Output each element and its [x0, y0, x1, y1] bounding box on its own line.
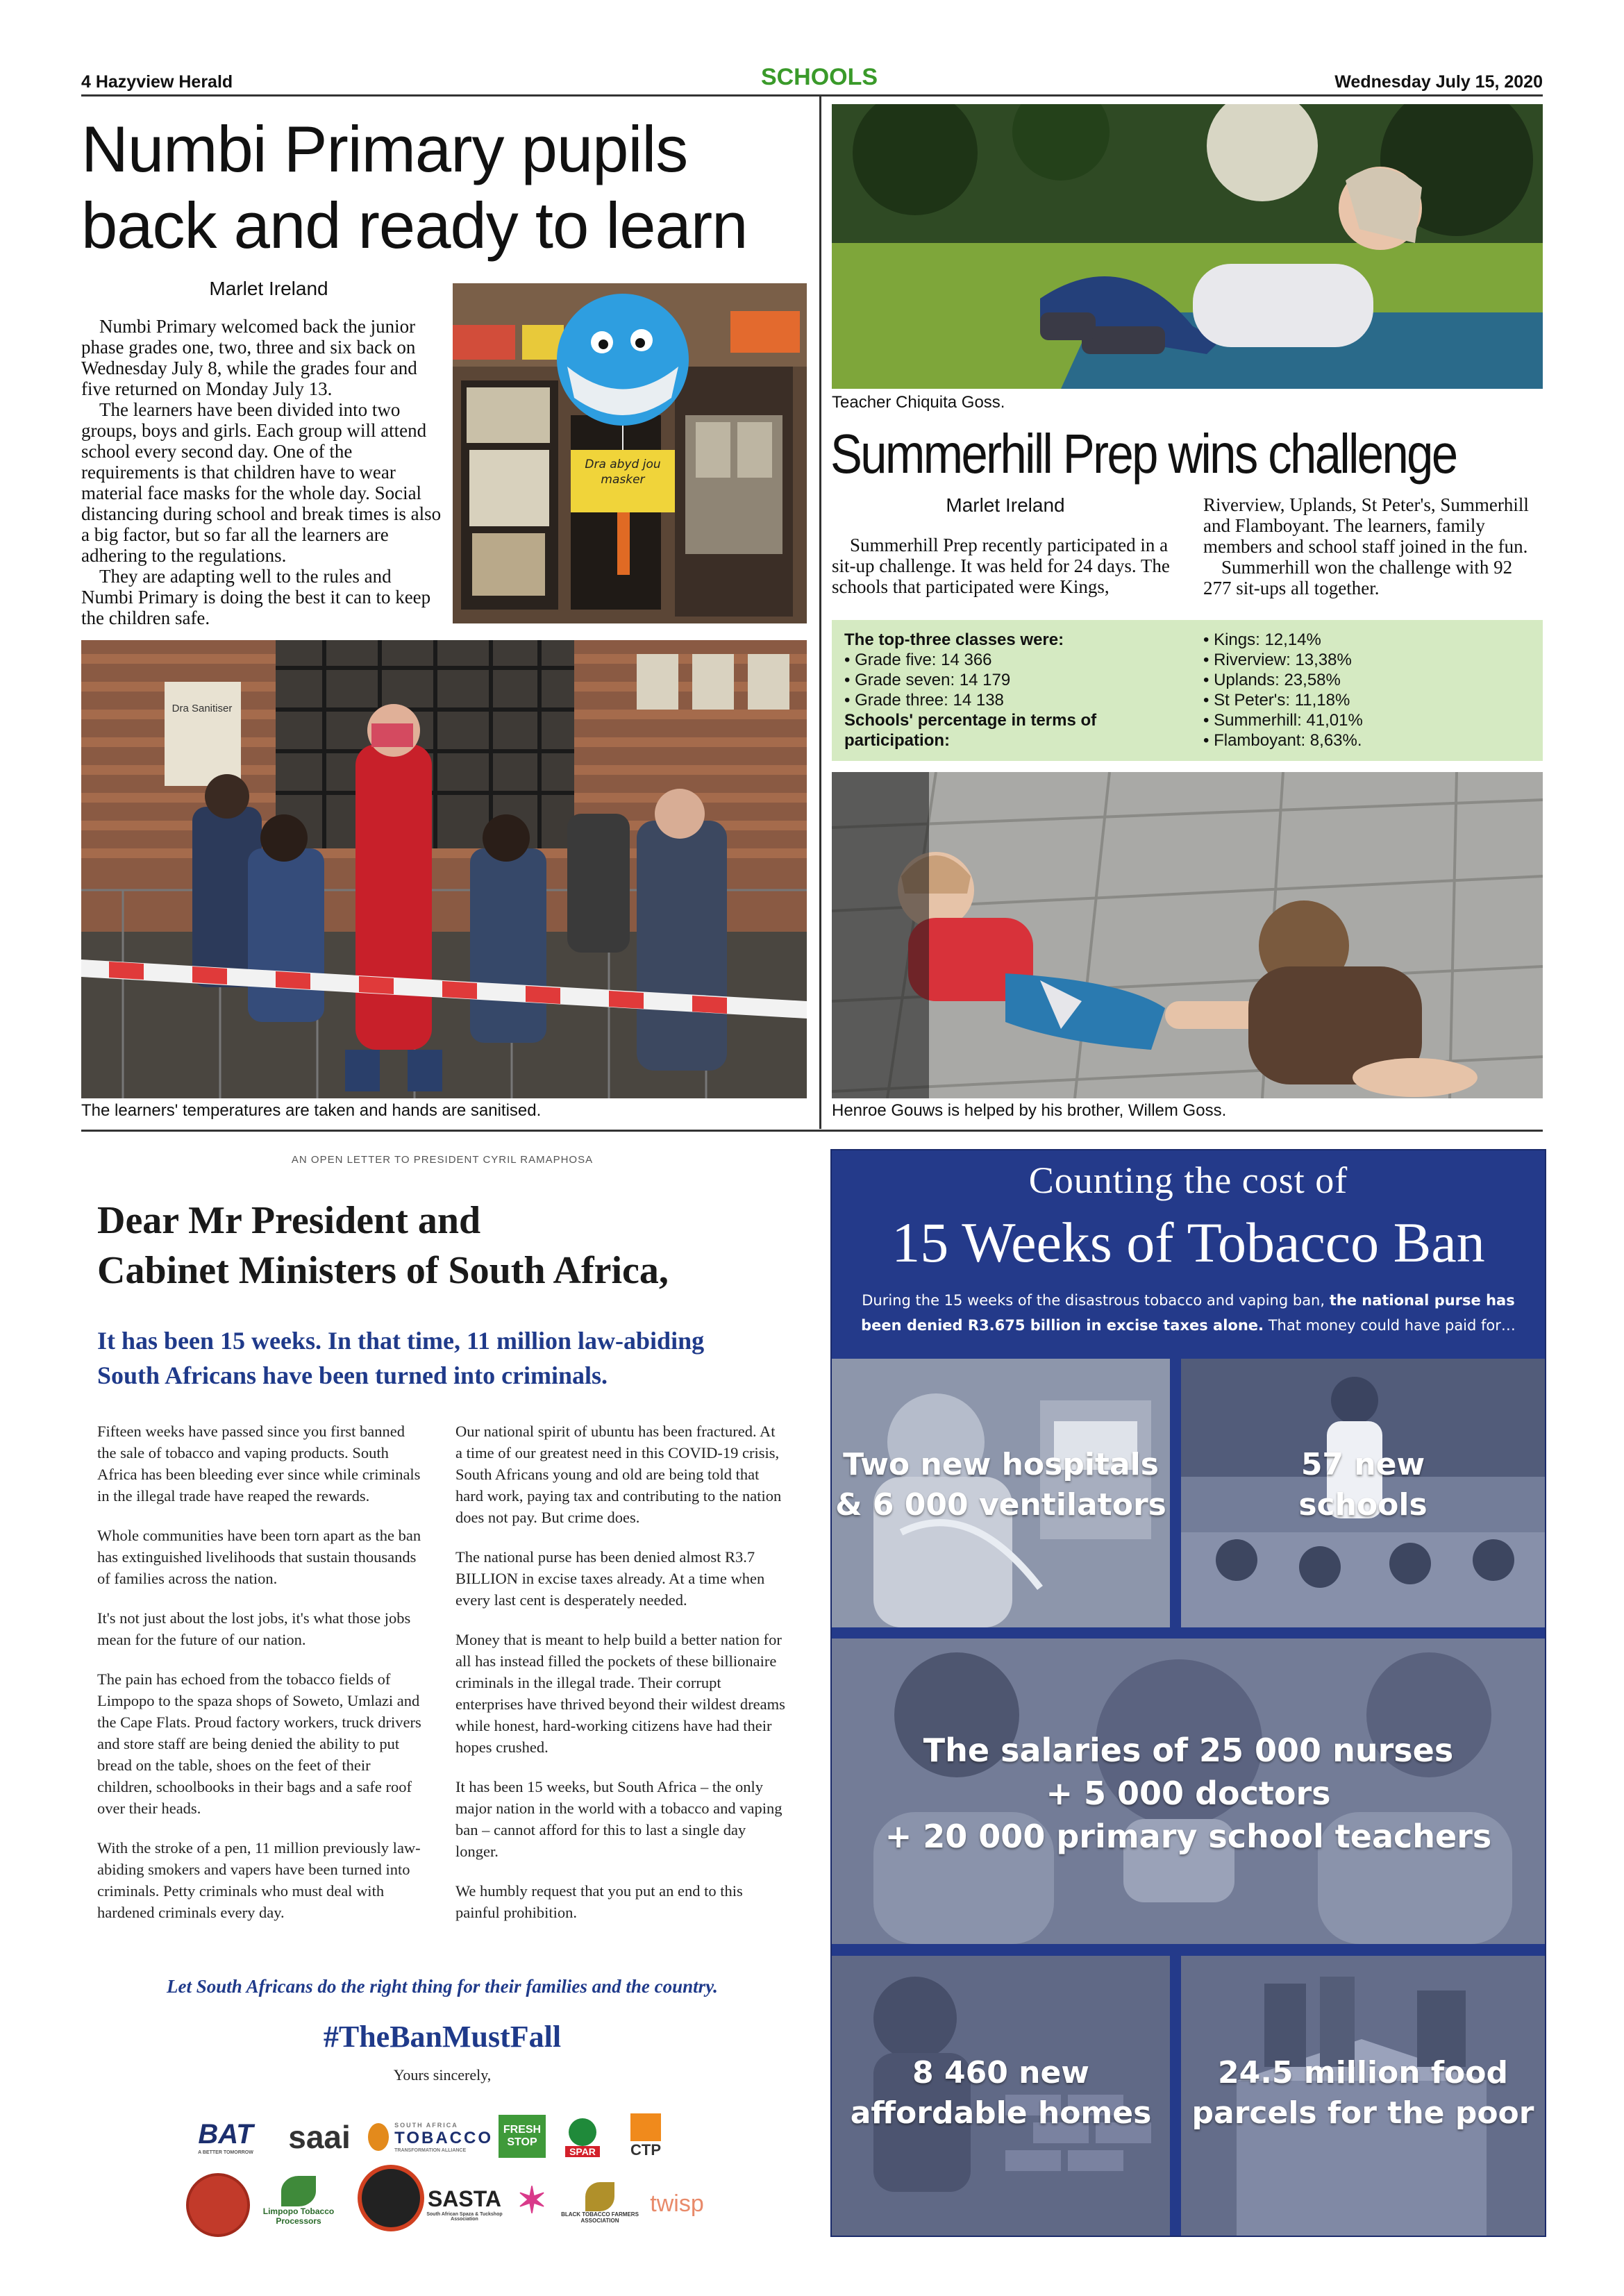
section-rule	[81, 1130, 1543, 1132]
panel-line: + 5 000 doctors	[1046, 1775, 1331, 1812]
letter-col2	[455, 1421, 785, 1941]
letter-paragraph: It has been 15 weeks, but South Africa – the only major nation in the world with a tobacco and vaping ban – cannot afford for this to last a single day longer.	[455, 1778, 782, 1860]
article2-headline: Summerhill Prep wins challenge	[830, 423, 1457, 485]
schools-heading: Schools' percentage in terms of participation:	[844, 711, 1097, 750]
panel-line: & 6 000 ventilators	[835, 1487, 1166, 1523]
limpopo-leaf-icon	[281, 2176, 316, 2206]
ad-subtitle-bold2: been denied R3.675 billion in excise taxes alone.	[861, 1317, 1264, 1334]
letter-closing: Let South Africans do the right thing for their families and the country.	[167, 1976, 718, 1997]
sasta-logo-sub: South African Spaza & Tuckshop Association	[426, 2211, 503, 2222]
twisp-logo: twisp	[650, 2190, 704, 2217]
tobacco-alliance-name: TOBACCO	[394, 2128, 493, 2147]
freshstop-line1: FRESH	[503, 2124, 542, 2136]
sasta-logo-text: SASTA	[427, 2186, 502, 2211]
teacher-situp-photo	[832, 104, 1543, 389]
schools-panel	[1181, 1359, 1545, 1627]
article1-paragraph: They are adapting well to the rules and Numbi Primary is doing the best it can to keep the children safe.	[81, 566, 431, 628]
article1-paragraph: The learners have been divided into two groups, boys and girls. Each group will attend school every second day. One of the requirements is that children have to wear material face masks for the whole day. Social distancing during school and break times is also a big factor, but so far all the learners are adhering to the regulations.	[81, 399, 442, 566]
temperature-queue-photo	[81, 640, 807, 1098]
teacher-photo-caption: Teacher Chiquita Goss.	[832, 393, 1005, 412]
homes-panel	[832, 1956, 1170, 2236]
letter-paragraph: Money that is meant to help build a better nation for all has instead filled the pockets of these billionaire criminals in the illegal trade. Their corrupt enterprises have thrived beyond their wildest dreams while honest, hard-working citizens have had their hopes crushed.	[455, 1631, 785, 1756]
tobacco-alliance-mark	[368, 2123, 389, 2151]
black-farmers-logo	[558, 2173, 642, 2233]
panel-line: parcels for the poor	[1191, 2095, 1534, 2131]
letter-paragraph: The national purse has been denied almost R3.7 BILLION in excise taxes already. At a time when every last cent is desperately needed.	[455, 1548, 765, 1609]
black-farmers-line2: ASSOCIATION	[580, 2218, 619, 2224]
salutation-line: Cabinet Ministers of South Africa,	[97, 1249, 669, 1292]
salaries-panel-text	[832, 1729, 1545, 1858]
panel-line: schools	[1298, 1487, 1428, 1523]
school-item: • Summerhill: 41,01%	[1203, 711, 1363, 730]
letter-hashtag: #TheBanMustFall	[323, 2020, 562, 2054]
bat-logo	[187, 2116, 264, 2158]
panel-line: 57 new	[1300, 1447, 1425, 1482]
seal-logo	[186, 2173, 250, 2237]
star-icon: ✶	[517, 2181, 547, 2221]
ctp-logo-text: CTP	[630, 2141, 661, 2159]
sanitiser-sign: Dra Sanitiser	[171, 703, 233, 714]
school-item: • Kings: 12,14%	[1203, 630, 1321, 649]
panel-line: + 20 000 primary school teachers	[885, 1818, 1492, 1855]
results-box	[832, 620, 1543, 761]
panel-line: 8 460 new	[912, 2055, 1089, 2090]
sasta-logo	[419, 2176, 510, 2231]
letter-col1	[97, 1421, 424, 1941]
letter-kicker: AN OPEN LETTER TO PRESIDENT CYRIL RAMAPHOSA	[291, 1154, 594, 1166]
letter-paragraph: We humbly request that you put an end to this painful prohibition.	[455, 1882, 743, 1921]
letter-paragraph: It's not just about the lost jobs, it's what those jobs mean for the future of our nation.	[97, 1609, 411, 1648]
saai-logo: saai	[288, 2119, 351, 2155]
spar-tree-icon	[569, 2118, 596, 2146]
letter-paragraph: The pain has echoed from the tobacco fields of Limpopo to the spaza shops of Soweto, Umlazi and the Cape Flats. Proud factory workers, truck drivers and store staff are being denied the ability to put bread on the table, shoes on the feet of their children, schoolbooks in their bags and a safe roof over their heads.	[97, 1670, 421, 1817]
tobacco-ban-ad	[830, 1149, 1546, 2237]
brothers-photo-caption: Henroe Gouws is helped by his brother, Willem Goss.	[832, 1101, 1227, 1120]
limpopo-line1: Limpopo Tobacco	[262, 2206, 335, 2216]
tobacco-alliance-top: SOUTH AFRICA	[394, 2121, 458, 2129]
box-left-column	[844, 630, 1150, 751]
limpopo-logo	[257, 2166, 340, 2236]
letter-salutation	[97, 1196, 669, 1296]
page-label: 4 Hazyview Herald	[81, 72, 233, 92]
ctp-logo	[618, 2111, 673, 2162]
ad-title-line1: Counting the cost of	[1028, 1159, 1348, 1201]
spar-logo-text: SPAR	[565, 2146, 600, 2157]
ad-subtitle-plain1: During the 15 weeks of the disastrous tobacco and vaping ban,	[862, 1292, 1330, 1309]
spar-logo	[560, 2115, 605, 2161]
letter-signoff: Yours sincerely,	[393, 2066, 492, 2084]
queue-photo-caption: The learners' temperatures are taken and hands are sanitised.	[81, 1101, 542, 1120]
classes-heading: The top-three classes were:	[844, 630, 1064, 649]
red-seal-logo	[358, 2165, 424, 2231]
salutation-line: Dear Mr President and	[97, 1199, 481, 1242]
article1-headline-text: Numbi Primary pupils back and ready to learn	[81, 112, 748, 262]
standfirst-line: It has been 15 weeks. In that time, 11 million law-abiding	[97, 1327, 705, 1355]
article1-body	[81, 316, 442, 628]
panel-line: affordable homes	[850, 2095, 1152, 2131]
food-parcels-panel	[1181, 1956, 1545, 2236]
box-right-column	[1203, 630, 1530, 751]
star-logo	[511, 2180, 553, 2222]
article2-col1	[832, 535, 1172, 597]
food-parcels-panel-text	[1181, 2053, 1545, 2134]
ad-subtitle-plain2: That money could have paid for…	[1264, 1317, 1516, 1334]
homes-panel-text	[832, 2053, 1170, 2134]
letter-paragraph: With the stroke of a pen, 11 million previously law-abiding smokers and vapers have been turned into criminals. Petty criminals who must deal with hardened criminals every day.	[97, 1839, 421, 1921]
hospitals-panel-text	[832, 1445, 1170, 1525]
ad-title-line2: 15 Weeks of Tobacco Ban	[891, 1211, 1485, 1274]
article2-paragraph: Riverview, Uplands, St Peter's, Summerhill and Flamboyant. The learners, family members and school staff joined in the fun.	[1203, 494, 1529, 557]
letter-paragraph: Whole communities have been torn apart as the ban has extinguished livelihoods that sustain thousands of families across the nation.	[97, 1527, 421, 1587]
standfirst-line: South Africans have been turned into criminals.	[97, 1361, 608, 1389]
freshstop-logo	[499, 2115, 546, 2158]
balloon-sign-text: Dra abyd jou masker	[585, 458, 661, 487]
bat-logo-sub: A BETTER TOMORROW	[198, 2150, 253, 2155]
balloon-classroom-photo	[453, 283, 807, 623]
school-item: • Flamboyant: 8,63%.	[1203, 731, 1362, 750]
issue-date: Wednesday July 15, 2020	[1334, 72, 1543, 92]
class-item: • Grade three: 14 138	[844, 691, 1004, 710]
ad-subtitle	[832, 1288, 1545, 1338]
school-item: • Uplands: 23,58%	[1203, 671, 1341, 689]
letter-paragraph: Fifteen weeks have passed since you first banned the sale of tobacco and vaping products. South Africa has been bleeding ever since while criminals in the illegal trade have reaped the rewards.	[97, 1423, 421, 1505]
article1-byline: Marlet Ireland	[209, 278, 328, 299]
farmers-leaf-icon	[585, 2182, 614, 2211]
panel-line: Two new hospitals	[843, 1447, 1159, 1482]
ctp-mark	[630, 2113, 661, 2141]
black-farmers-line1: BLACK TOBACCO FARMERS	[561, 2211, 639, 2218]
hospitals-panel	[832, 1359, 1170, 1627]
article2-byline: Marlet Ireland	[946, 494, 1065, 516]
tobacco-alliance-sub: TRANSFORMATION ALLIANCE	[394, 2147, 467, 2153]
masthead-rule	[81, 94, 1543, 97]
article2-paragraph: Summerhill Prep recently participated in a sit-up challenge. It was held for 24 days. The schools that participated were Kings,	[832, 535, 1170, 597]
article2-col2	[1203, 494, 1543, 598]
brothers-situp-photo	[832, 772, 1543, 1098]
school-item: • Riverview: 13,38%	[1203, 651, 1352, 669]
school-item: • St Peter's: 11,18%	[1203, 691, 1350, 710]
limpopo-line2: Processors	[276, 2216, 321, 2226]
ad-subtitle-bold1: the national purse has	[1329, 1292, 1515, 1309]
article1-headline	[81, 111, 817, 264]
letter-standfirst	[97, 1323, 704, 1393]
panel-line: The salaries of 25 000 nurses	[923, 1732, 1454, 1769]
bat-logo-text: BAT	[198, 2119, 253, 2150]
class-item: • Grade five: 14 366	[844, 651, 992, 669]
freshstop-line2: STOP	[507, 2136, 537, 2148]
schools-panel-text	[1181, 1445, 1545, 1525]
column-divider	[819, 96, 821, 1129]
panel-line: 24.5 million food	[1217, 2055, 1509, 2090]
section-label: SCHOOLS	[760, 64, 878, 90]
letter-paragraph: Our national spirit of ubuntu has been fractured. At a time of our greatest need in this COVID-19 crisis, South Africans young and old are being told that hard work, paying tax and contributing to the nation does not pay. But crime does.	[455, 1423, 782, 1526]
tobacco-alliance-logo	[368, 2118, 493, 2156]
article2-paragraph: Summerhill won the challenge with 92 277 sit-ups all together.	[1203, 557, 1513, 598]
article1-paragraph: Numbi Primary welcomed back the junior phase grades one, two, three and six back on Wednesday July 8, while the grades four and five returned on Monday July 13.	[81, 316, 417, 399]
salaries-panel	[832, 1639, 1545, 1944]
class-item: • Grade seven: 14 179	[844, 671, 1011, 689]
